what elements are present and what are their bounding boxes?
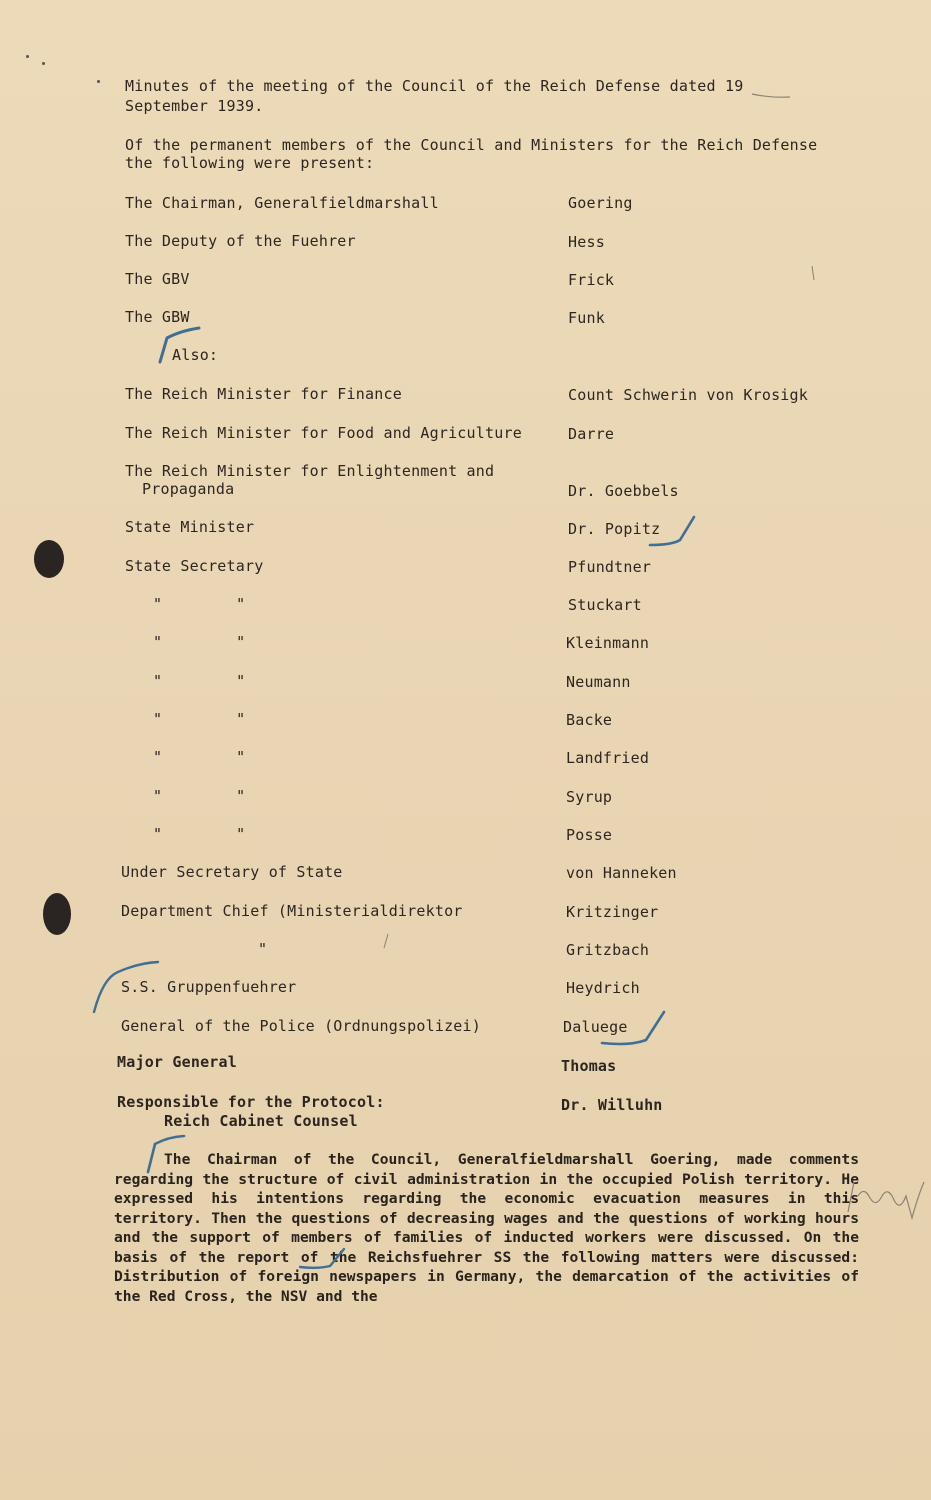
pencil-tick-gritzbach (384, 934, 388, 948)
ditto-mark: " " (153, 825, 246, 843)
attendee-name: Dr. Popitz (568, 520, 661, 538)
ditto-mark: " " (153, 633, 246, 651)
also-label: Also: (172, 346, 219, 364)
attendee-name: Dr. Willuhn (561, 1096, 663, 1114)
attendee-name: Neumann (566, 673, 631, 691)
attendee-name: Count Schwerin von Krosigk (568, 386, 808, 404)
attendee-name: Kleinmann (566, 634, 650, 652)
attendee-name: von Hanneken (566, 864, 677, 882)
attendee-name: Gritzbach (566, 941, 650, 959)
attendee-name: Stuckart (568, 596, 642, 614)
pencil-check-ss (94, 962, 158, 1012)
attendee-name: Funk (568, 309, 605, 327)
attendee-title: The Reich Minister for Food and Agriculture (125, 424, 522, 442)
attendee-title: State Secretary (125, 557, 264, 575)
attendee-title: The Reich Minister for Finance (125, 385, 402, 403)
ditto-mark: " " (153, 595, 246, 613)
pencil-check-daluege (602, 1012, 664, 1044)
pencil-check-discussed (300, 1249, 344, 1268)
attendee-name: Backe (566, 711, 613, 729)
attendee-title: S.S. Gruppenfuehrer (121, 978, 297, 996)
intro-line1: Of the permanent members of the Council and Ministers for the Reich Defense (125, 136, 818, 154)
attendee-title-continued: Propaganda (142, 480, 235, 498)
protocol-title: Reich Cabinet Counsel (164, 1112, 358, 1130)
ditto-mark: " (258, 940, 268, 958)
pencil-tick-frick (812, 266, 814, 280)
pencil-check-also (160, 328, 199, 362)
body-paragraph: The Chairman of the Council, Generalfieldmarshall Goering, made comments regarding the structure of civil administration in the occupied Polish territory. He expressed his intentions regarding the economic evacuation measures in this territory. Then the questions of decreasing wages and the questions of working hours and the support of members of families of inducted workers were discussed. On the basis of the report of the Reichsfuehrer SS the following matters were discussed: Distribution of foreign newspapers in Germany, the demarcation of the activities of the Red Cross, the NSV and the (114, 1151, 859, 1305)
pencil-scribble-margin (848, 1182, 924, 1218)
attendee-title: General of the Police (Ordnungspolizei) (121, 1017, 481, 1035)
doc-title-line2: September 1939. (125, 97, 264, 115)
attendee-title: The GBV (125, 270, 190, 288)
attendee-name: Thomas (561, 1057, 617, 1075)
attendee-title: Major General (117, 1053, 237, 1071)
attendee-name: Goering (568, 194, 633, 212)
attendee-name: Pfundtner (568, 558, 652, 576)
doc-title-line1: Minutes of the meeting of the Council of the Reich Defense dated 19 (125, 77, 744, 95)
attendee-title: Department Chief (Ministerialdirektor (121, 902, 463, 920)
ditto-mark: " " (153, 710, 246, 728)
protocol-label: Responsible for the Protocol: (117, 1093, 385, 1111)
attendee-name: Darre (568, 425, 615, 443)
attendee-name: Hess (568, 233, 605, 251)
attendee-name: Kritzinger (566, 903, 659, 921)
pencil-underline-date (752, 94, 790, 97)
attendee-title: The Reich Minister for Enlightenment and (125, 462, 495, 480)
ditto-mark: " " (153, 748, 246, 766)
attendee-name: Posse (566, 826, 613, 844)
pencil-check-popitz (650, 517, 694, 545)
ditto-mark: " " (153, 672, 246, 690)
attendee-name: Frick (568, 271, 615, 289)
intro-line2: the following were present: (125, 154, 375, 172)
attendee-title: The GBW (125, 308, 190, 326)
attendee-title: State Minister (125, 518, 255, 536)
attendee-name: Syrup (566, 788, 613, 806)
attendee-name: Daluege (563, 1018, 628, 1036)
attendee-name: Dr. Goebbels (568, 482, 679, 500)
attendee-name: Heydrich (566, 979, 640, 997)
ditto-mark: " " (153, 787, 246, 805)
attendee-title: The Deputy of the Fuehrer (125, 232, 356, 250)
attendee-title: Under Secretary of State (121, 863, 343, 881)
pencil-check-paragraph (148, 1136, 184, 1172)
attendee-name: Landfried (566, 749, 650, 767)
attendee-title: The Chairman, Generalfieldmarshall (125, 194, 439, 212)
